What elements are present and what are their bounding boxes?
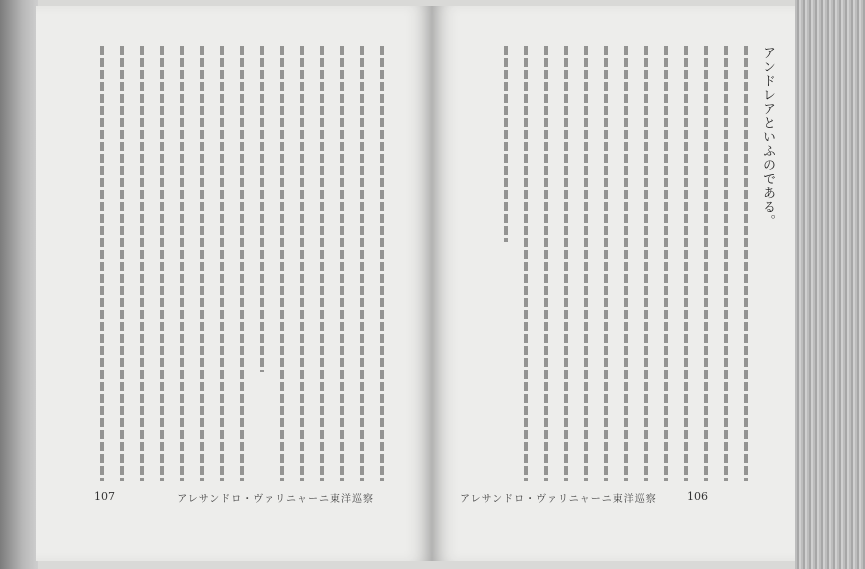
book-left-edge <box>0 0 38 569</box>
text-column <box>656 46 676 481</box>
first-column-text: アンドレアといふのである。 <box>760 46 775 228</box>
text-column <box>152 46 172 481</box>
text-column <box>352 46 372 481</box>
text-column <box>292 46 312 481</box>
page-number: 107 <box>94 490 115 503</box>
running-head: アレサンドロ・ヴァリニャーニ東洋巡察 <box>177 494 374 505</box>
text-column <box>192 46 212 481</box>
text-column <box>272 46 292 481</box>
text-column <box>312 46 332 481</box>
text-column <box>636 46 656 481</box>
text-column <box>516 46 536 481</box>
right-page-text-columns <box>456 46 776 481</box>
running-head: アレサンドロ・ヴァリニャーニ東洋巡察 <box>460 494 657 505</box>
text-column <box>536 46 556 481</box>
text-column <box>596 46 616 481</box>
text-column <box>372 46 392 481</box>
text-column <box>112 46 132 481</box>
text-column <box>496 46 516 481</box>
left-page-text-columns <box>92 46 392 481</box>
text-column <box>736 46 756 481</box>
book-right-edge <box>795 0 865 569</box>
text-column <box>232 46 252 481</box>
text-column <box>716 46 736 481</box>
text-column <box>212 46 232 481</box>
text-column <box>556 46 576 481</box>
text-column <box>252 46 272 481</box>
text-column <box>616 46 636 481</box>
text-column <box>332 46 352 481</box>
right-page <box>432 6 796 561</box>
text-column <box>676 46 696 481</box>
left-page <box>36 6 432 561</box>
text-column <box>576 46 596 481</box>
page-number: 106 <box>687 490 708 503</box>
text-column <box>92 46 112 481</box>
text-column <box>172 46 192 481</box>
text-column <box>756 46 776 481</box>
text-column <box>696 46 716 481</box>
text-column <box>132 46 152 481</box>
